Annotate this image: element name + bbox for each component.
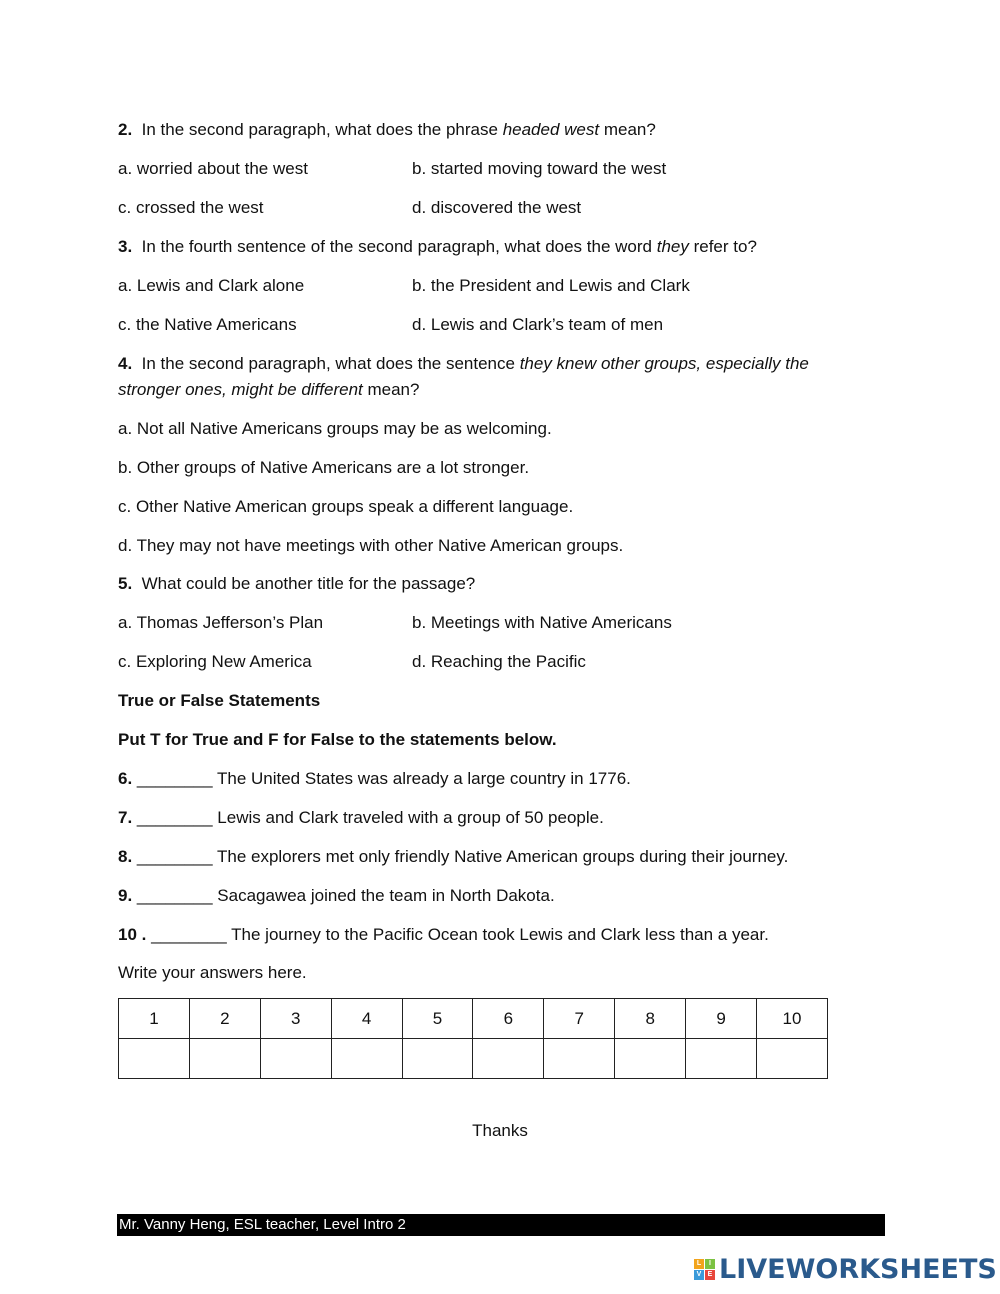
tf-heading: True or False Statements	[118, 691, 321, 710]
question-number: 5.	[118, 574, 133, 593]
tf-item	[118, 768, 631, 790]
option-c[interactable]: c. the Native Americans	[118, 315, 297, 334]
answer-cell-9[interactable]	[686, 1039, 757, 1079]
tf-number: 8.	[118, 847, 133, 866]
logo-tile: I	[705, 1259, 715, 1269]
option-d[interactable]: d. Reaching the Pacific	[412, 652, 586, 671]
option-a[interactable]: a. Not all Native Americans groups may be as welcoming.	[118, 419, 552, 438]
tf-blank[interactable]: ________	[136, 886, 213, 905]
option-b[interactable]: b. started moving toward the west	[412, 159, 667, 178]
answer-cell-2[interactable]	[189, 1039, 260, 1079]
question-4	[118, 353, 809, 375]
question-text-end: mean?	[367, 380, 420, 399]
question-3	[118, 236, 757, 258]
question-phrase: stronger ones, might be different	[118, 380, 363, 399]
question-number: 4.	[118, 354, 133, 373]
answer-header: 1	[119, 999, 190, 1039]
question-number: 3.	[118, 237, 133, 256]
tf-statement: The journey to the Pacific Ocean took Lewis and Clark less than a year.	[231, 925, 769, 944]
option-d[interactable]: d. discovered the west	[412, 198, 582, 217]
logo-mark-icon	[694, 1259, 715, 1280]
option-a[interactable]: a. worried about the west	[118, 159, 308, 178]
tf-number: 6.	[118, 769, 133, 788]
question-2	[118, 119, 656, 141]
thanks-text: Thanks	[472, 1121, 528, 1140]
logo-text: LIVEWORKSHEETS	[719, 1253, 997, 1285]
tf-blank[interactable]: ________	[136, 847, 213, 866]
answer-header: 6	[473, 999, 544, 1039]
tf-blank[interactable]: ________	[136, 808, 213, 827]
tf-number: 10 .	[118, 925, 147, 944]
question-4-continued	[118, 379, 419, 401]
option-d[interactable]: d. Lewis and Clark’s team of men	[412, 315, 664, 334]
question-number: 2.	[118, 120, 133, 139]
tf-statement: Sacagawea joined the team in North Dakota.	[217, 886, 555, 905]
answer-header: 8	[615, 999, 686, 1039]
question-phrase: they	[656, 237, 689, 256]
answer-cell-5[interactable]	[402, 1039, 473, 1079]
option-b[interactable]: b. Meetings with Native Americans	[412, 613, 672, 632]
answer-header: 10	[757, 999, 828, 1039]
option-c[interactable]: c. Other Native American groups speak a different language.	[118, 497, 574, 516]
tf-item	[118, 885, 555, 907]
answer-cell-7[interactable]	[544, 1039, 615, 1079]
option-c[interactable]: c. Exploring New America	[118, 652, 312, 671]
question-text: In the fourth sentence of the second paragraph, what does the word	[141, 237, 652, 256]
option-b[interactable]: b. the President and Lewis and Clark	[412, 276, 690, 295]
tf-blank[interactable]: ________	[136, 769, 213, 788]
answer-cell-3[interactable]	[260, 1039, 331, 1079]
answer-cell-1[interactable]	[119, 1039, 190, 1079]
answer-cell-6[interactable]	[473, 1039, 544, 1079]
logo-tile: E	[705, 1270, 715, 1280]
question-text-end: refer to?	[693, 237, 757, 256]
answer-cell-10[interactable]	[757, 1039, 828, 1079]
answer-table	[118, 998, 828, 1079]
tf-number: 7.	[118, 808, 133, 827]
tf-item	[118, 924, 769, 946]
question-text: In the second paragraph, what does the phrase	[141, 120, 498, 139]
answer-table-input-row	[119, 1039, 828, 1079]
answer-cell-4[interactable]	[331, 1039, 402, 1079]
option-a[interactable]: a. Thomas Jefferson’s Plan	[118, 613, 324, 632]
tf-item	[118, 846, 788, 868]
answer-header: 5	[402, 999, 473, 1039]
question-5	[118, 573, 475, 595]
answer-header: 3	[260, 999, 331, 1039]
tf-item	[118, 807, 604, 829]
answer-header: 9	[686, 999, 757, 1039]
tf-statement: The United States was already a large country in 1776.	[216, 769, 631, 788]
option-c[interactable]: c. crossed the west	[118, 198, 264, 217]
question-text: What could be another title for the passage?	[141, 574, 476, 593]
option-b[interactable]: b. Other groups of Native Americans are a lot stronger.	[118, 458, 530, 477]
logo-tile: L	[694, 1259, 704, 1269]
answers-label: Write your answers here.	[118, 963, 307, 982]
question-text: In the second paragraph, what does the sentence	[141, 354, 515, 373]
answer-header: 7	[544, 999, 615, 1039]
answer-table-header-row	[119, 999, 828, 1039]
question-phrase: headed west	[502, 120, 600, 139]
answer-header: 4	[331, 999, 402, 1039]
answer-header: 2	[189, 999, 260, 1039]
answer-cell-8[interactable]	[615, 1039, 686, 1079]
footer-bar: Mr. Vanny Heng, ESL teacher, Level Intro 2	[117, 1214, 885, 1236]
tf-instruction: Put T for True and F for False to the statements below.	[118, 730, 557, 749]
option-d[interactable]: d. They may not have meetings with other Native American groups.	[118, 536, 624, 555]
tf-statement: The explorers met only friendly Native American groups during their journey.	[216, 847, 789, 866]
option-a[interactable]: a. Lewis and Clark alone	[118, 276, 305, 295]
tf-number: 9.	[118, 886, 133, 905]
logo-tile: V	[694, 1270, 704, 1280]
question-text-end: mean?	[603, 120, 656, 139]
tf-blank[interactable]: ________	[151, 925, 227, 944]
question-phrase: they knew other groups, especially the	[519, 354, 809, 373]
liveworksheets-logo	[694, 1254, 997, 1284]
tf-statement: Lewis and Clark traveled with a group of 50 people.	[217, 808, 604, 827]
